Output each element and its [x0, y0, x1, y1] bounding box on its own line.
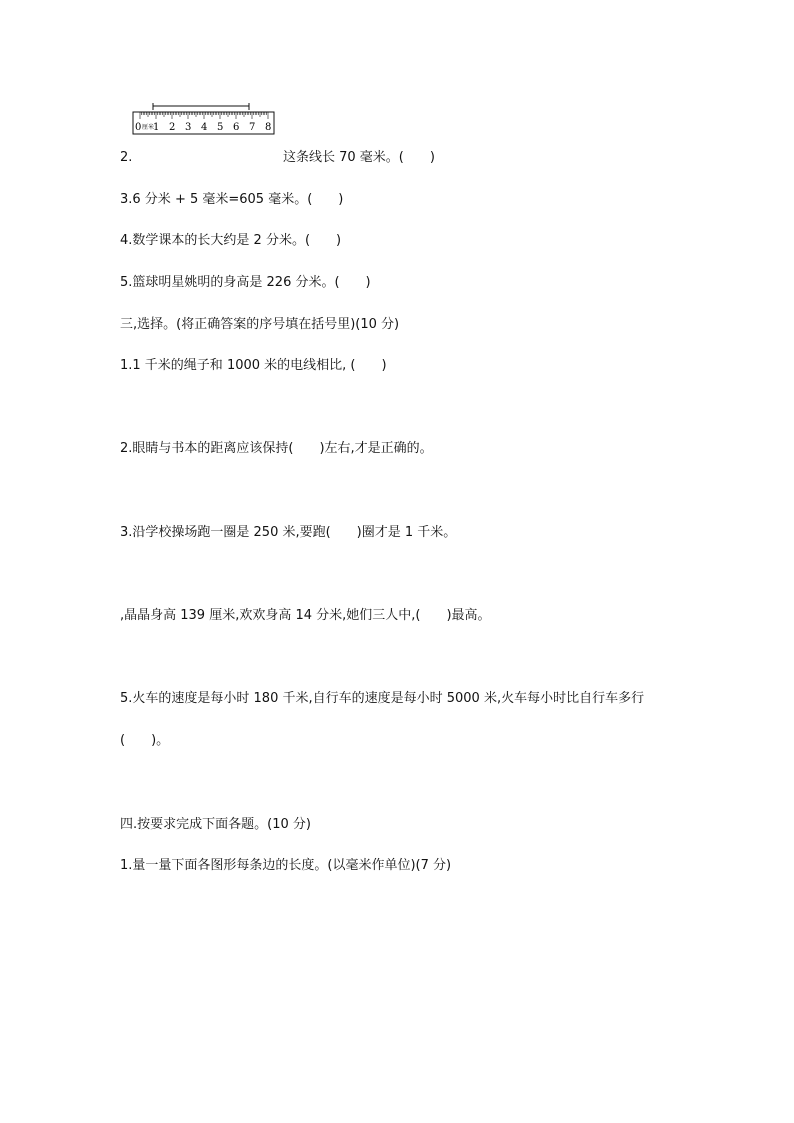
ruler-tick-label: 4 — [201, 122, 208, 133]
q2-text: 这条线长 70 毫米。( ) — [283, 150, 435, 165]
s3-q2: 2.眼睛与书本的距离应该保持( )左右,才是正确的。 — [120, 441, 433, 456]
ruler-tick-label: 3 — [185, 122, 192, 133]
ruler-ticks — [140, 112, 268, 119]
ruler-tick-label: 1 — [153, 122, 160, 133]
s3-q5-line1: 5.火车的速度是每小时 180 千米,自行车的速度是每小时 5000 米,火车每小时比自行车多行 — [120, 691, 645, 706]
ruler-tick-label: 5 — [217, 122, 224, 133]
s3-q1: 1.1 千米的绳子和 1000 米的电线相比, ( ) — [120, 358, 387, 373]
s3-q4: ,晶晶身高 139 厘米,欢欢身高 14 分米,她们三人中,( )最高。 — [120, 608, 491, 623]
s3-q5-line2: ( )。 — [120, 733, 170, 748]
ruler-tick-label: 7 — [249, 122, 256, 133]
ruler-tick-label: 8 — [265, 122, 272, 133]
section3-title: 三,选择。(将正确答案的序号填在括号里)(10 分) — [120, 317, 400, 332]
q4-text: 4.数学课本的长大约是 2 分米。( ) — [120, 233, 342, 248]
ruler-tick-label: 2 — [169, 122, 176, 133]
s4-q1: 1.量一量下面各图形每条边的长度。(以毫米作单位)(7 分) — [120, 858, 452, 873]
section4-title: 四.按要求完成下面各题。(10 分) — [120, 817, 311, 832]
q3-text: 3.6 分米 + 5 毫米=605 毫米。( ) — [120, 192, 344, 207]
s3-q3: 3.沿学校操场跑一圈是 250 米,要跑( )圈才是 1 千米。 — [120, 525, 457, 540]
ruler-tick-label: 6 — [233, 122, 240, 133]
ruler-figure — [132, 102, 277, 136]
ruler-unit-label: 厘米 — [142, 124, 155, 131]
q5-text: 5.篮球明星姚明的身高是 226 分米。( ) — [120, 275, 371, 290]
ruler-zero-label: 0 — [135, 122, 142, 133]
q2-number: 2. — [120, 150, 133, 165]
ruler-tick-labels — [153, 122, 271, 133]
